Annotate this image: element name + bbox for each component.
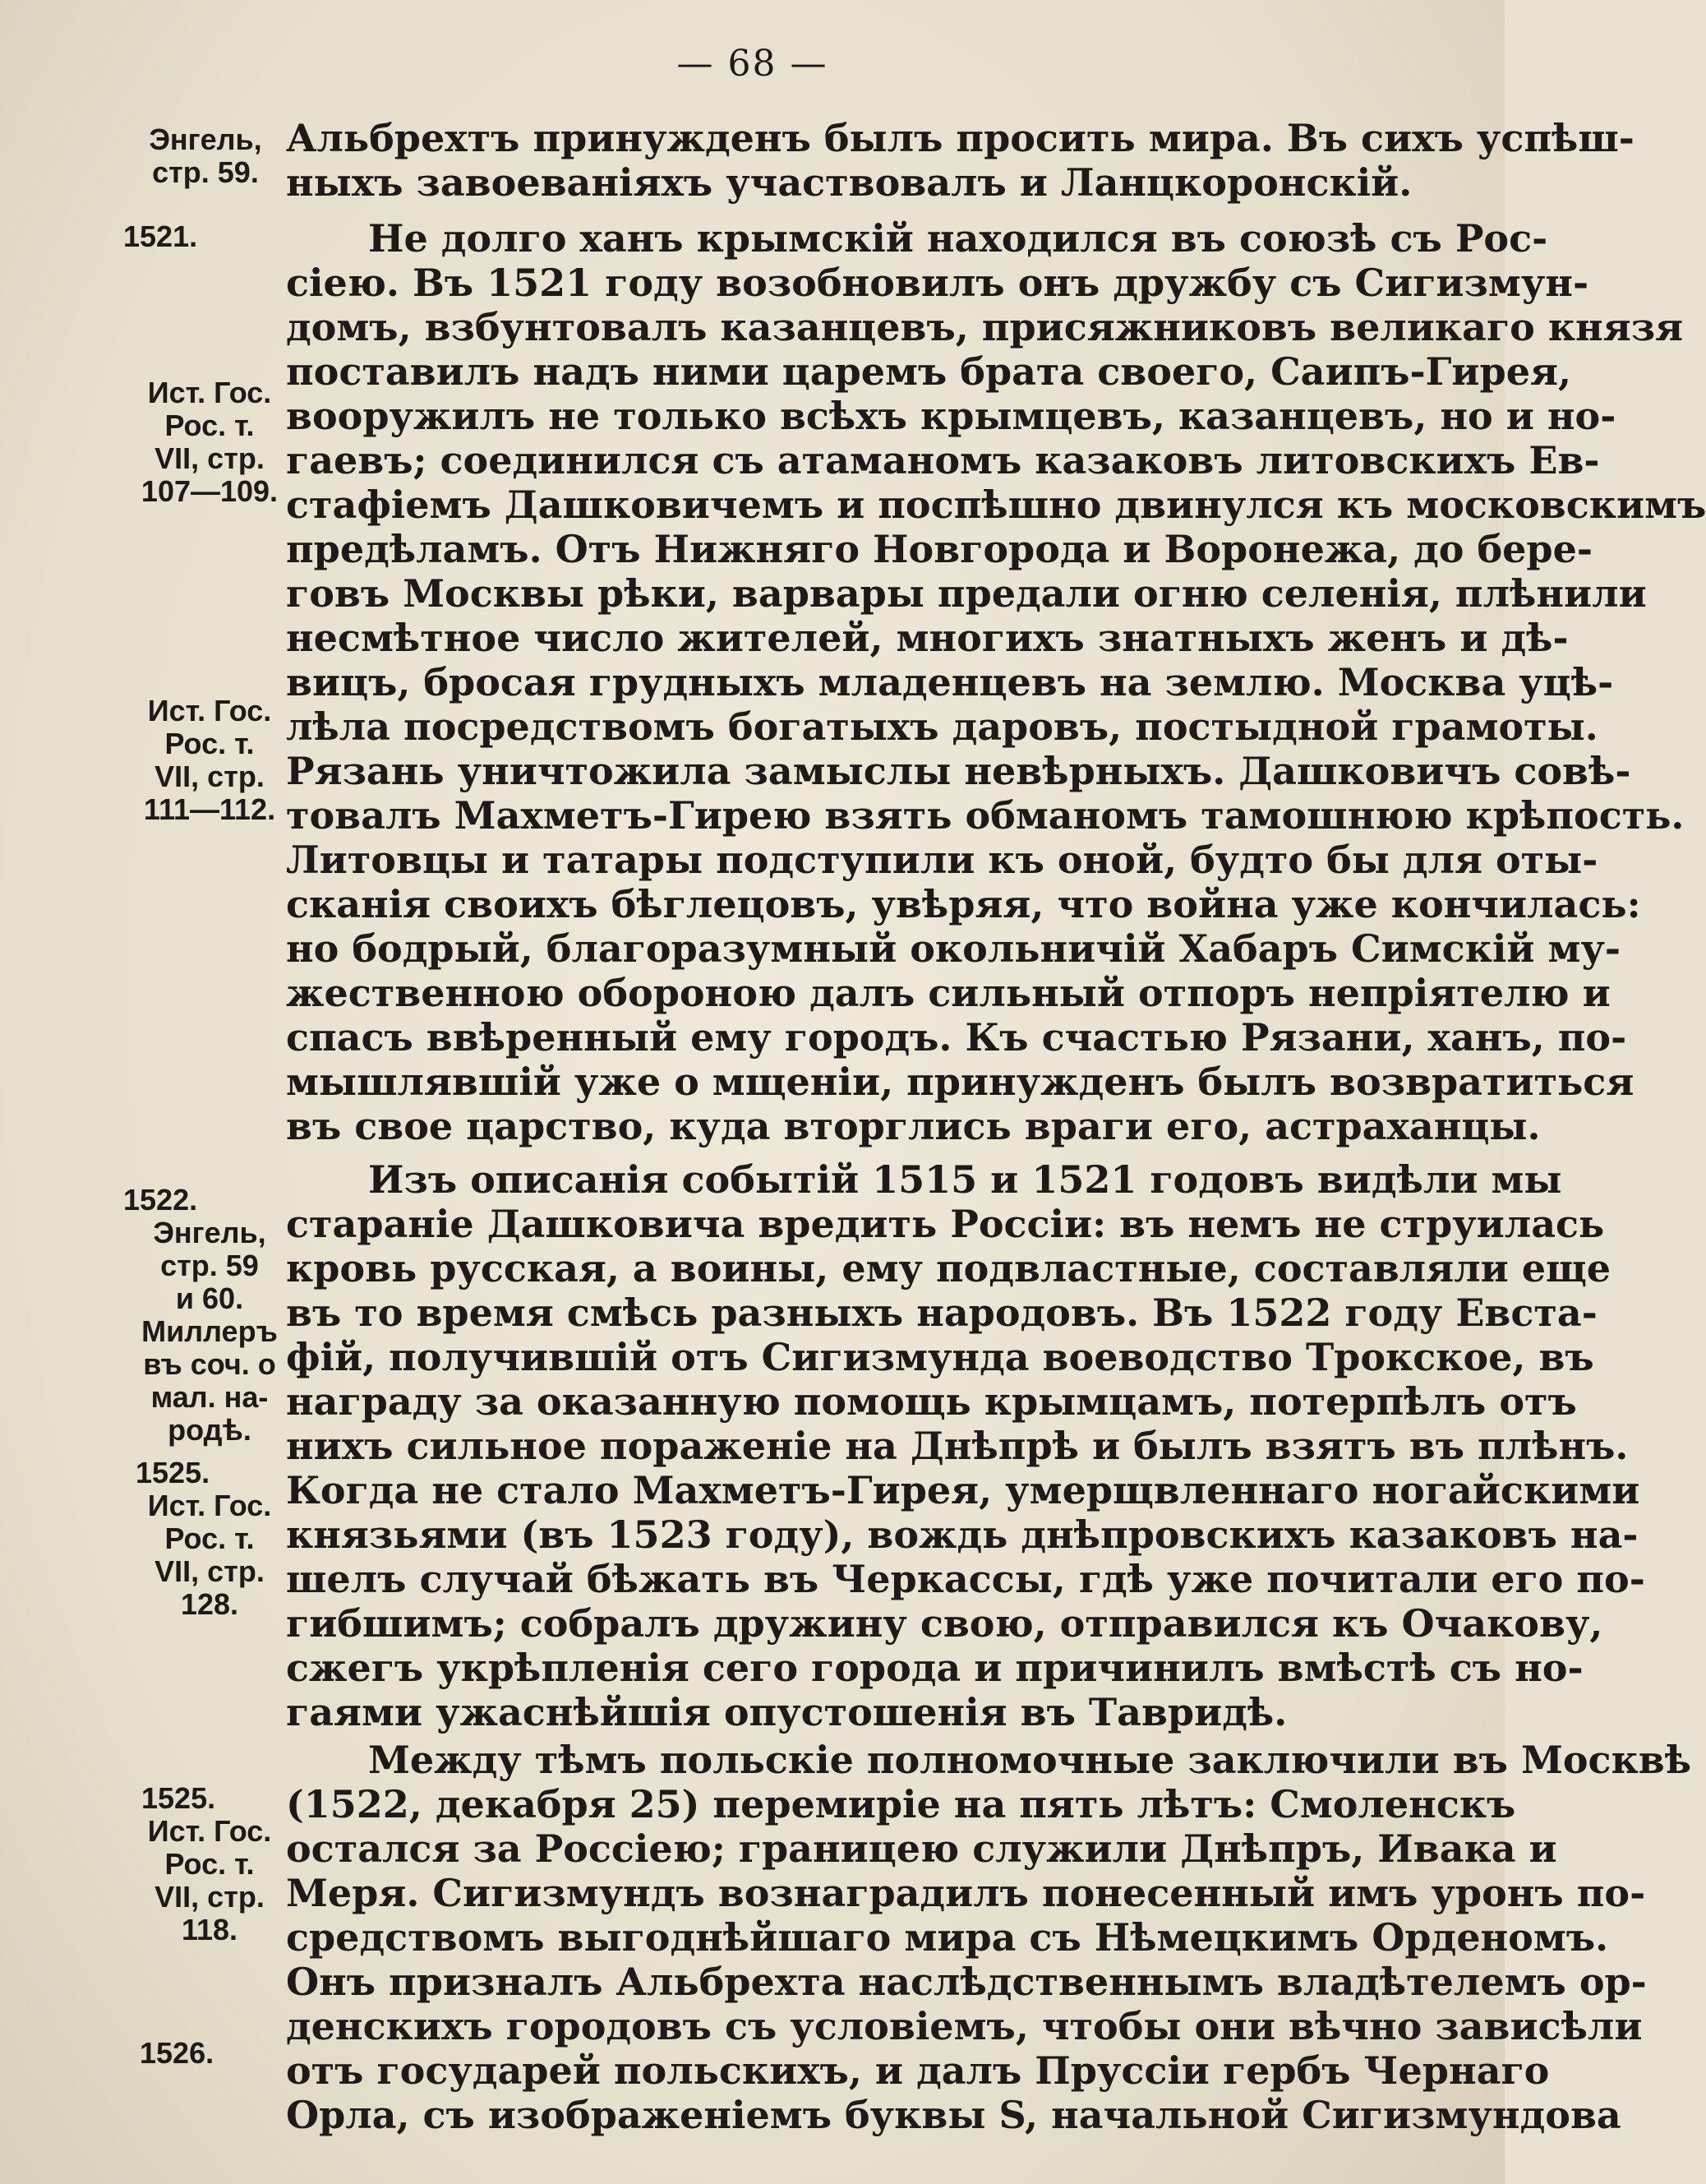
margin-note-line: мал. на- bbox=[150, 1380, 269, 1414]
margin-note bbox=[136, 1457, 234, 1489]
body-text-line: Когда не стало Махметъ-Гирея, умерщвленнаго ногайскими bbox=[286, 1468, 1640, 1512]
body-text-line: Орла, съ изображеніемъ буквы S, начальной Сигизмундова bbox=[286, 2093, 1621, 2137]
body-text-line: Между тѣмъ польскіе полномочные заключили въ Москвѣ bbox=[368, 1738, 1692, 1782]
margin-note-line: Рос. т. bbox=[164, 1521, 255, 1555]
body-text-line: шелъ случай бѣжать въ Черкассы, гдѣ уже почитали его по- bbox=[286, 1557, 1645, 1601]
body-text-line: сканія своихъ бѣглецовъ, увѣряя, что война уже кончилась: bbox=[286, 882, 1641, 926]
margin-note-line: VII, стр. bbox=[154, 1880, 265, 1914]
body-text-line: несмѣтное число жителей, многихъ знатныхъ женъ и дѣ- bbox=[286, 616, 1569, 660]
body-text-line: Меря. Сигизмундъ вознаградилъ понесенный имъ уронъ по- bbox=[286, 1871, 1646, 1915]
body-text-line: гаями ужаснѣйшія опустошенія въ Тавридѣ. bbox=[286, 1690, 1288, 1734]
body-text-line: Рязань уничтожила замыслы невѣрныхъ. Дашковичъ совѣ- bbox=[286, 749, 1631, 793]
body-text-line: ныхъ завоеваніяхъ участвовалъ и Ланцкоронскій. bbox=[286, 160, 1413, 205]
margin-note bbox=[136, 1489, 284, 1621]
body-text-line: нихъ сильное пораженіе на Днѣпрѣ и былъ взятъ въ плѣнъ. bbox=[286, 1424, 1629, 1468]
body-text-line: гибшимъ; собралъ дружину свою, отправился къ Очакову, bbox=[286, 1601, 1603, 1646]
body-text-line: предѣламъ. Отъ Нижняго Новгорода и Воронежа, до бере- bbox=[286, 527, 1593, 571]
margin-note-line: 1526. bbox=[140, 2036, 214, 2070]
body-text-line: домъ, взбунтовалъ казанцевъ, присяжниковъ великаго князя bbox=[286, 305, 1684, 349]
margin-note bbox=[136, 695, 284, 826]
margin-note bbox=[140, 2037, 238, 2070]
body-text-line: товалъ Махметъ-Гирею взять обманомъ тамошнюю крѣпость. bbox=[286, 793, 1685, 838]
margin-note-line: и 60. bbox=[175, 1281, 244, 1315]
body-text-line: князьями (въ 1523 году), вождь днѣпровскихъ казаковъ на- bbox=[286, 1512, 1639, 1557]
margin-note-line: 1525. bbox=[141, 1781, 216, 1815]
body-text-line: въ свое царство, куда вторглись враги его, астраханцы. bbox=[286, 1104, 1541, 1148]
body-text-line: Изъ описанія событій 1515 и 1521 годовъ видѣли мы bbox=[368, 1157, 1562, 1202]
margin-note-line: 1522. bbox=[123, 1183, 198, 1217]
margin-note bbox=[131, 123, 279, 189]
margin-note-line: VII, стр. bbox=[154, 1554, 265, 1588]
margin-note-line: Ист. Гос. bbox=[147, 376, 272, 409]
margin-note-line: Ист. Гос. bbox=[147, 1814, 272, 1848]
margin-note bbox=[123, 220, 222, 253]
margin-note-line: стр. 59 bbox=[160, 1249, 259, 1282]
body-text-line: остался за Россіею; границею служили Днѣпръ, Ивака и bbox=[286, 1826, 1557, 1871]
body-text-line: сжегъ укрѣпленія сего города и причинилъ вмѣстѣ съ но- bbox=[286, 1646, 1584, 1690]
margin-note bbox=[141, 1782, 240, 1815]
margin-note-line: Рос. т. bbox=[164, 409, 255, 442]
margin-note bbox=[136, 1217, 284, 1447]
margin-note-line: 118. bbox=[181, 1913, 238, 1946]
body-text-line: кровь русская, а воины, ему подвластные, составляли еще bbox=[286, 1246, 1611, 1291]
margin-note bbox=[123, 1184, 222, 1217]
body-text-line: спасъ ввѣренный ему городъ. Къ счастью Рязани, ханъ, по- bbox=[286, 1015, 1627, 1060]
body-text-line: отъ государей польскихъ, и далъ Пруссіи гербъ Чернаго bbox=[286, 2048, 1550, 2093]
margin-note-line: VII, стр. bbox=[154, 760, 265, 793]
body-text-line: вицъ, бросая грудныхъ младенцевъ на землю. Москва уцѣ- bbox=[286, 660, 1614, 704]
body-text-line: вооружилъ не только всѣхъ крымцевъ, казанцевъ, но и но- bbox=[286, 394, 1616, 438]
body-text-line: фій, получившій отъ Сигизмунда воеводство Трокское, въ bbox=[286, 1335, 1594, 1379]
margin-note-line: Энгель, bbox=[149, 122, 262, 156]
body-text-line: говъ Москвы рѣки, варвары предали огню селенія, плѣнили bbox=[286, 571, 1647, 616]
body-text-line: лѣла посредствомъ богатыхъ даровъ, постыдной грамоты. bbox=[286, 704, 1598, 749]
body-text-line: Альбрехтъ принужденъ былъ просить мира. Въ сихъ успѣш- bbox=[286, 116, 1635, 160]
body-text-line: сіею. Въ 1521 году возобновилъ онъ дружбу съ Сигизмун- bbox=[286, 261, 1589, 305]
body-text-line: мышлявшій уже о мщеніи, принужденъ былъ возвратиться bbox=[286, 1060, 1635, 1104]
margin-note-line: 107—109. bbox=[141, 474, 279, 508]
margin-note-line: Энгель, bbox=[153, 1216, 266, 1249]
margin-note-line: Ист. Гос. bbox=[147, 1489, 272, 1522]
body-text-line: денскихъ городовъ съ условіемъ, чтобы они вѣчно зависѣли bbox=[286, 2004, 1643, 2048]
body-text-line: стафіемъ Дашковичемъ и поспѣшно двинулся къ московскимъ bbox=[286, 483, 1706, 527]
margin-note-line: Ист. Гос. bbox=[147, 694, 272, 727]
margin-note-line: VII, стр. bbox=[154, 441, 265, 475]
body-text-line: Литовцы и татары подступили къ оной, будто бы для оты- bbox=[286, 838, 1598, 882]
margin-note bbox=[136, 1815, 284, 1946]
margin-note bbox=[136, 376, 284, 508]
margin-note-line: Миллеръ bbox=[141, 1314, 278, 1348]
margin-note-line: родѣ. bbox=[168, 1413, 251, 1447]
margin-note-line: въ соч. о bbox=[143, 1347, 276, 1381]
margin-note-line: Рос. т. bbox=[164, 1847, 255, 1881]
body-text-line: гаевъ; соединился съ атаманомъ казаковъ литовскихъ Ев- bbox=[286, 438, 1600, 483]
page-number: — 68 — bbox=[676, 43, 828, 85]
body-text-line: стараніе Дашковича вредить Россіи: въ немъ не струилась bbox=[286, 1202, 1605, 1246]
body-text-line: поставилъ надъ ними царемъ брата своего, Саипъ-Гирея, bbox=[286, 349, 1571, 394]
margin-note-line: 128. bbox=[180, 1587, 239, 1621]
margin-note-line: стр. 59. bbox=[152, 155, 259, 189]
body-text-line: въ то время смѣсь разныхъ народовъ. Въ 1522 году Евста- bbox=[286, 1291, 1598, 1335]
margin-note-line: 1525. bbox=[136, 1456, 210, 1489]
body-text-line: средствомъ выгоднѣйшаго мира съ Нѣмецкимъ Орденомъ. bbox=[286, 1915, 1609, 1960]
body-text-line: (1522, декабря 25) перемиріе на пять лѣтъ: Смоленскъ bbox=[286, 1782, 1516, 1826]
body-text-line: жественною обороною далъ сильный отпоръ непріятелю и bbox=[286, 971, 1611, 1015]
body-text-line: награду за оказанную помощь крымцамъ, потерпѣлъ отъ bbox=[286, 1379, 1577, 1424]
margin-note-line: 1521. bbox=[123, 219, 198, 253]
body-text-line: Онъ призналъ Альбрехта наслѣдственнымъ владѣтелемъ ор- bbox=[286, 1960, 1647, 2004]
margin-note-line: Рос. т. bbox=[164, 727, 255, 760]
body-text-line: но бодрый, благоразумный окольничій Хабаръ Симскій му- bbox=[286, 926, 1621, 971]
body-text-line: Не долго ханъ крымскій находился въ союзѣ съ Рос- bbox=[368, 216, 1548, 261]
margin-note-line: 111—112. bbox=[143, 792, 276, 826]
